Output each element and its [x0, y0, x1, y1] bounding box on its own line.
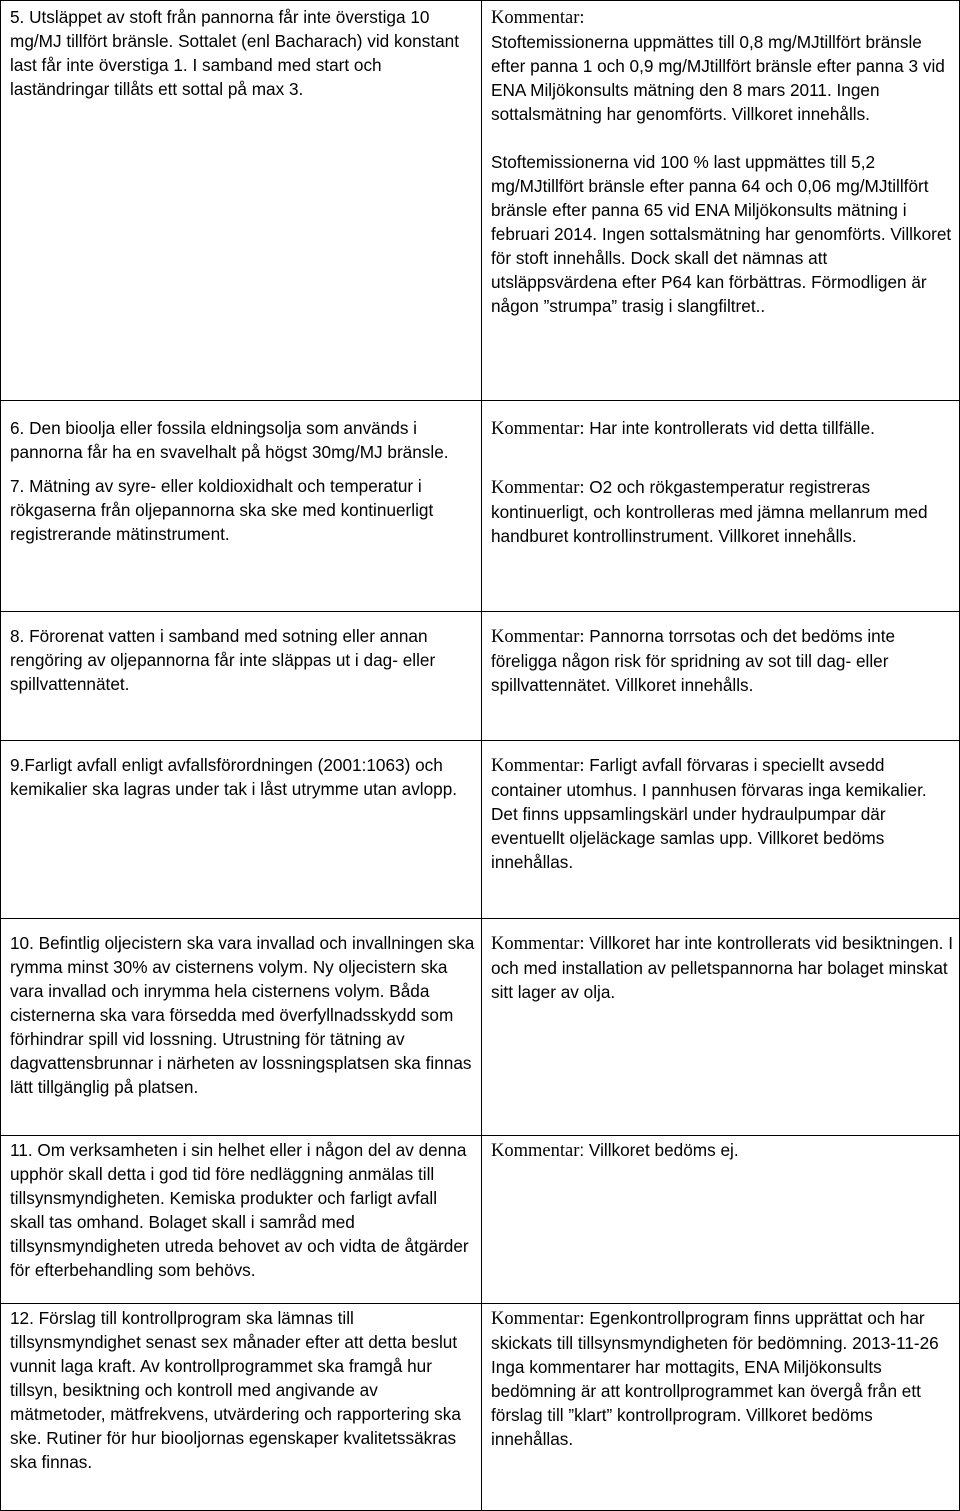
comment-text: O2 och rökgastemperatur registreras kontinuerligt, och kontrolleras med jämna mellanrum med handburet kontrollinstrument. Villkoret innehålls. — [491, 477, 928, 546]
condition-text: 7. Mätning av syre- eller koldioxidhalt och temperatur i rökgaserna från oljepannorna ska ske med kontinuerligt registrerande mätinstrument. — [10, 476, 434, 544]
comment-label: Kommentar: — [491, 478, 585, 498]
table-row — [1, 919, 960, 1136]
comment-text: : Villkoret bedöms ej. — [579, 1140, 739, 1160]
comment-cell — [482, 1136, 960, 1304]
condition-cell — [1, 919, 482, 1136]
comment-label: Kommentar — [491, 1141, 580, 1161]
table-row — [1, 741, 960, 919]
condition-cell — [1, 401, 482, 612]
condition-text: 10. Befintlig oljecistern ska vara invallad och invallningen ska rymma minst 30% av cisternens volym. Ny oljecistern ska vara invallad och inrymma hela cisternens volym. Båda cisternerna ska vara försedda med överfyllnadsskydd som förhindrar spill vid lossning. Utrustning för tätning av dagvattensbrunnar i närheten av lossningsplatsen ska finnas lätt tillgänglig på platsen. — [10, 933, 475, 1097]
comment-cell — [482, 612, 960, 741]
comment-text: Stoftemissionerna uppmättes till 0,8 mg/MJtillfört bränsle efter panna 1 och 0,9 mg/MJtillfört bränsle efter panna 3 vid ENA Miljökonsults mätning den 8 mars 2011. Ingen sottalsmätning har genomförts. Villkoret innehålls. — [491, 32, 945, 124]
condition-cell — [1, 1136, 482, 1304]
table-row — [1, 401, 960, 612]
condition-text: 9.Farligt avfall enligt avfallsförordningen (2001:1063) och kemikalier ska lagras under tak i låst utrymme utan avlopp. — [10, 755, 458, 799]
comment-label: Kommentar: — [491, 756, 585, 776]
comment-label: Kommentar: — [491, 934, 585, 954]
table-row — [1, 612, 960, 741]
condition-text: 8. Förorenat vatten i samband med sotning eller annan rengöring av oljepannorna får inte släppas ut i dag- eller spillvattennätet. — [10, 626, 436, 694]
table-row — [1, 1, 960, 401]
table-row — [1, 1136, 960, 1304]
condition-cell — [1, 612, 482, 741]
comment-label: Kommentar: — [491, 1309, 585, 1329]
comment-label: Kommentar: — [491, 419, 585, 439]
condition-text: 5. Utsläppet av stoft från pannorna får inte överstiga 10 mg/MJ tillfört bränsle. Sottalet (enl Bacharach) vid konstant last får inte överstiga 1. I samband med start och laständringar tillåts ett sottal på max 3. — [10, 7, 459, 99]
condition-text: 11. Om verksamheten i sin helhet eller i någon del av denna upphör skall detta i god tid före nedläggning anmälas till tillsynsmyndigheten. Kemiska produkter och farligt avfall skall tas omhand. Bolaget skall i samråd med tillsynsmyndigheten utreda behovet av och vidta de åtgärder för efterbehandling som behövs. — [10, 1140, 469, 1280]
comment-text: Egenkontrollprogram finns upprättat och har skickats till tillsynsmyndigheten för bedömning. 2013-11-26 Inga kommentarer har mottagits, ENA Miljökonsults bedömning är att kontrollprogrammet kan övergå från ett förslag till ”klart” kontrollprogram. Villkoret bedöms innehållas. — [491, 1308, 939, 1449]
comment-label: Kommentar: — [491, 627, 585, 647]
comment-cell — [482, 1, 960, 401]
comment-cell — [482, 741, 960, 919]
condition-text: 12. Förslag till kontrollprogram ska lämnas till tillsynsmyndighet senast sex månader efter att detta beslut vunnit laga kraft. Av kontrollprogrammet ska framgå hur tillsyn, besiktning och kontroll med angivande av mätmetoder, mätfrekvens, utvärdering och rapportering ska ske. Rutiner för hur biooljornas egenskaper kvalitetssäkras ska finnas. — [10, 1308, 461, 1472]
comment-text: Har inte kontrollerats vid detta tillfälle. — [584, 418, 875, 438]
condition-cell — [1, 741, 482, 919]
condition-cell — [1, 1, 482, 401]
comment-cell — [482, 919, 960, 1136]
comment-label: Kommentar: — [491, 8, 585, 28]
comment-cell — [482, 1304, 960, 1511]
comment-text: Villkoret har inte kontrollerats vid besiktningen. I och med installation av pelletspannorna har bolaget minskat sitt lager av olja. — [491, 933, 953, 1002]
comment-cell — [482, 401, 960, 612]
table-row — [1, 1304, 960, 1511]
comment-text: Pannorna torrsotas och det bedöms inte föreligga någon risk för spridning av sot till dag- eller spillvattennätet. Villkoret innehålls. — [491, 626, 896, 695]
comment-text: Stoftemissionerna vid 100 % last uppmättes till 5,2 mg/MJtillfört bränsle efter panna 64 och 0,06 mg/MJtillfört bränsle efter panna 65 vid ENA Miljökonsults mätning i februari 2014. Ingen sottalsmätning har genomförts. Villkoret för stoft innehålls. Dock skall det nämnas att utsläppsvärdena efter P64 kan förbättras. Förmodligen är någon ”strumpa” trasig i slangfiltret.. — [491, 152, 952, 316]
condition-text: 6. Den bioolja eller fossila eldningsolja som används i pannorna får ha en svavelhalt på högst 30mg/MJ bränsle. — [10, 418, 449, 462]
comment-text: Farligt avfall förvaras i speciellt avsedd container utomhus. I pannhusen förvaras inga kemikalier. Det finns uppsamlingskärl under hydraulpumpar där eventuellt oljeläckage samlas upp. Villkoret bedöms innehållas. — [491, 755, 927, 872]
condition-cell — [1, 1304, 482, 1511]
